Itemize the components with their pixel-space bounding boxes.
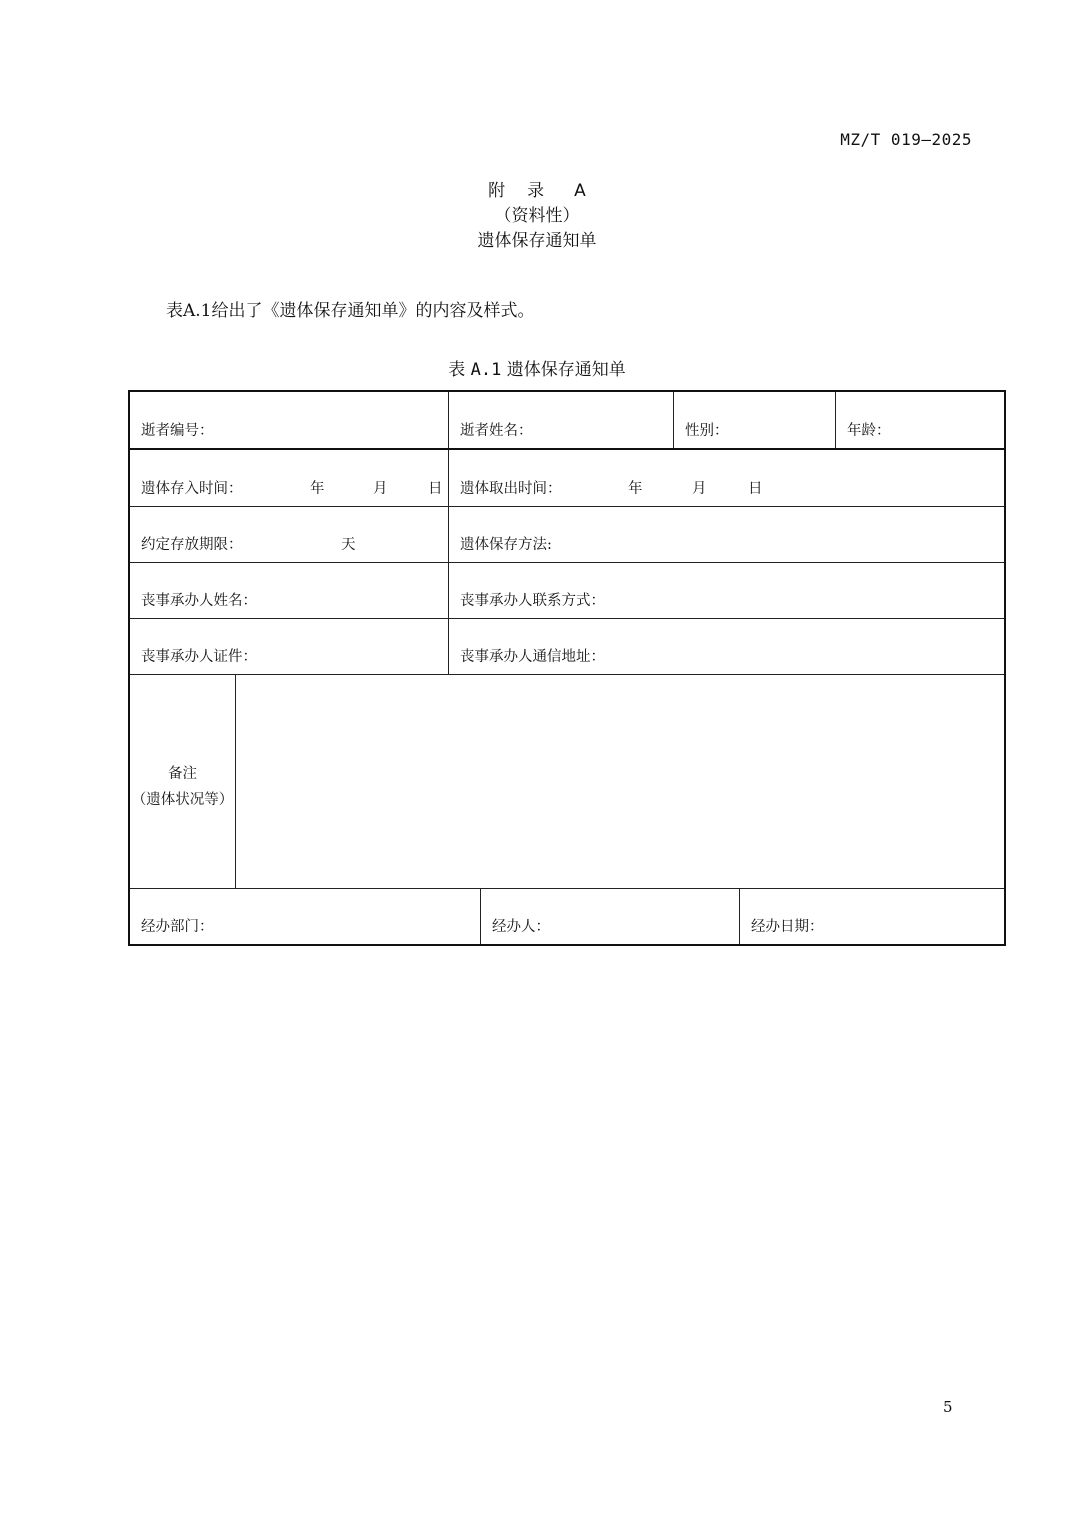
label-agreed-period: 约定存放期限： — [141, 537, 243, 553]
label-handler: 经办人： — [492, 919, 550, 935]
label-deceased-name: 逝者姓名： — [460, 423, 533, 439]
remarks-label-cell — [130, 675, 236, 888]
label-age: 年龄： — [847, 423, 891, 439]
appendix-char-2: 录 — [527, 181, 545, 201]
label-storage-out-time: 遗体取出时间： — [460, 481, 562, 497]
in-year-unit: 年 — [310, 481, 325, 497]
cell-storage-in-time[interactable] — [130, 450, 448, 506]
label-agent-name: 丧事承办人姓名： — [141, 593, 257, 609]
label-preserve-method: 遗体保存方法: — [460, 537, 552, 553]
cell-agent-address[interactable] — [448, 619, 1004, 674]
cell-preserve-method[interactable] — [448, 507, 1004, 562]
out-month-unit: 月 — [692, 481, 707, 497]
cell-handle-date[interactable] — [739, 889, 1004, 944]
cell-storage-out-time[interactable] — [448, 450, 1004, 506]
cell-deceased-no[interactable] — [130, 392, 448, 448]
label-department: 经办部门： — [141, 919, 214, 935]
remarks-input-area[interactable] — [236, 675, 1004, 888]
form-row-handling — [130, 889, 1004, 944]
cell-department[interactable] — [130, 889, 480, 944]
form-row-agent-id — [130, 619, 1004, 675]
cell-agent-id[interactable] — [130, 619, 448, 674]
cell-agent-contact[interactable] — [448, 563, 1004, 618]
label-agent-address: 丧事承办人通信地址： — [460, 649, 605, 665]
in-day-unit: 日 — [428, 481, 443, 497]
cell-agent-name[interactable] — [130, 563, 448, 618]
form-row-agent-name — [130, 563, 1004, 619]
intro-paragraph: 表A.1给出了《遗体保存通知单》的内容及样式。 — [166, 301, 535, 321]
appendix-nature: （资料性） — [494, 206, 580, 226]
appendix-title: 遗体保存通知单 — [477, 231, 597, 251]
cell-handler[interactable] — [480, 889, 739, 944]
notice-form — [128, 390, 1006, 946]
appendix-char-3: A — [574, 181, 586, 201]
label-agent-id: 丧事承办人证件： — [141, 649, 257, 665]
label-deceased-no: 逝者编号： — [141, 423, 214, 439]
cell-agreed-period[interactable] — [130, 507, 448, 562]
appendix-char-1: 附 — [488, 181, 506, 201]
standard-code: MZ/T 019—2025 — [840, 130, 972, 149]
out-day-unit: 日 — [748, 481, 763, 497]
remarks-sub-label: （遗体状况等） — [131, 792, 234, 808]
table-title-name: 遗体保存通知单 — [506, 360, 626, 380]
table-title — [0, 355, 1074, 380]
form-row-storage-time — [130, 450, 1004, 507]
label-gender: 性别： — [685, 423, 729, 439]
table-title-prefix: 表 — [448, 360, 466, 380]
cell-deceased-name[interactable] — [448, 392, 673, 448]
period-unit: 天 — [341, 537, 356, 553]
appendix-label — [0, 176, 1074, 201]
table-title-number: A.1 — [470, 360, 502, 380]
page-number: 5 — [943, 1398, 953, 1416]
form-row-remarks — [130, 675, 1004, 889]
label-handle-date: 经办日期： — [751, 919, 824, 935]
remarks-label: 备注 — [168, 766, 197, 782]
form-row-deceased — [130, 392, 1004, 450]
label-storage-in-time: 遗体存入时间： — [141, 481, 243, 497]
label-agent-contact: 丧事承办人联系方式： — [460, 593, 605, 609]
in-month-unit: 月 — [373, 481, 388, 497]
out-year-unit: 年 — [628, 481, 643, 497]
cell-age[interactable] — [835, 392, 1004, 448]
form-row-period — [130, 507, 1004, 563]
cell-gender[interactable] — [673, 392, 835, 448]
